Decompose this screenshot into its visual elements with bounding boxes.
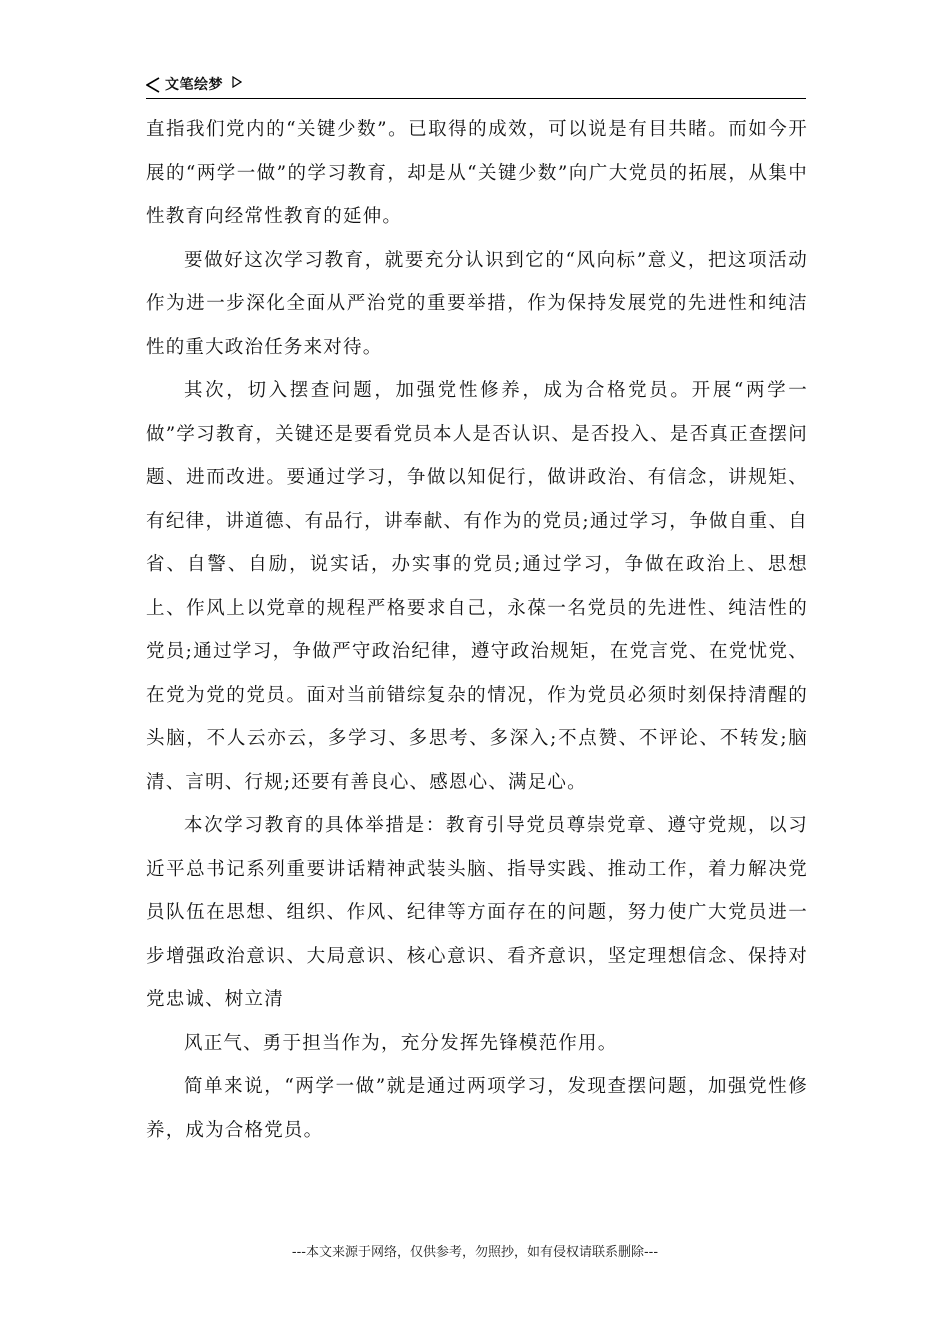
left-triangle-icon <box>146 77 160 93</box>
paragraph: 本次学习教育的具体举措是：教育引导党员尊崇党章、遵守党规，以习近平总书记系列重要讲话精神武装头脑、指导实践、推动工作，着力解决党员队伍在思想、组织、作风、纪律等方面存在的问题，努力使广大党员进一步增强政治意识、大局意识、核心意识、看齐意识，坚定理想信念、保持对党忠诚、树立清 <box>146 815 808 1010</box>
paragraph: 风正气、勇于担当作为，充分发挥先锋模范作用。 <box>184 1032 618 1054</box>
page-header <box>146 74 806 99</box>
document-body <box>146 108 808 1152</box>
paragraph: 要做好这次学习教育，就要充分认识到它的“风向标”意义，把这项活动作为进一步深化全面从严治党的重要举措，作为保持发展党的先进性和纯洁性的重大政治任务来对待。 <box>146 249 808 358</box>
paragraph: 其次，切入摆查问题，加强党性修养，成为合格党员。开展“两学一做”学习教育，关键还是要看党员本人是否认识、是否投入、是否真正查摆问题、进而改进。要通过学习，争做以知促行，做讲政治、有信念，讲规矩、有纪律，讲道德、有品行，讲奉献、有作为的党员;通过学习，争做自重、自省、自警、自励，说实话，办实事的党员;通过学习，争做在政治上、思想上、作风上以党章的规程严格要求自己，永葆一名党员的先进性、纯洁性的党员;通过学习，争做严守政治纪律，遵守政治规矩，在党言党、在党忧党、在党为党的党员。面对当前错综复杂的情况，作为党员必须时刻保持清醒的头脑，不人云亦云，多学习、多思考、多深入;不点赞、不评论、不转发;脑清、言明、行规;还要有善良心、感恩心、满足心。 <box>146 380 808 793</box>
page-footer: ---本文来源于网络，仅供参考，勿照抄，如有侵权请联系删除--- <box>291 1245 659 1260</box>
right-triangle-icon <box>232 76 242 88</box>
paragraph: 简单来说，“两学一做”就是通过两项学习，发现查摆问题，加强党性修养，成为合格党员。 <box>146 1076 808 1141</box>
paragraph: 直指我们党内的“关键少数”。已取得的成效，可以说是有目共睹。而如今开展的“两学一做”的学习教育，却是从“关键少数”向广大党员的拓展，从集中性教育向经常性教育的延伸。 <box>146 119 808 227</box>
header-title: 文笔绘梦 <box>165 77 223 93</box>
